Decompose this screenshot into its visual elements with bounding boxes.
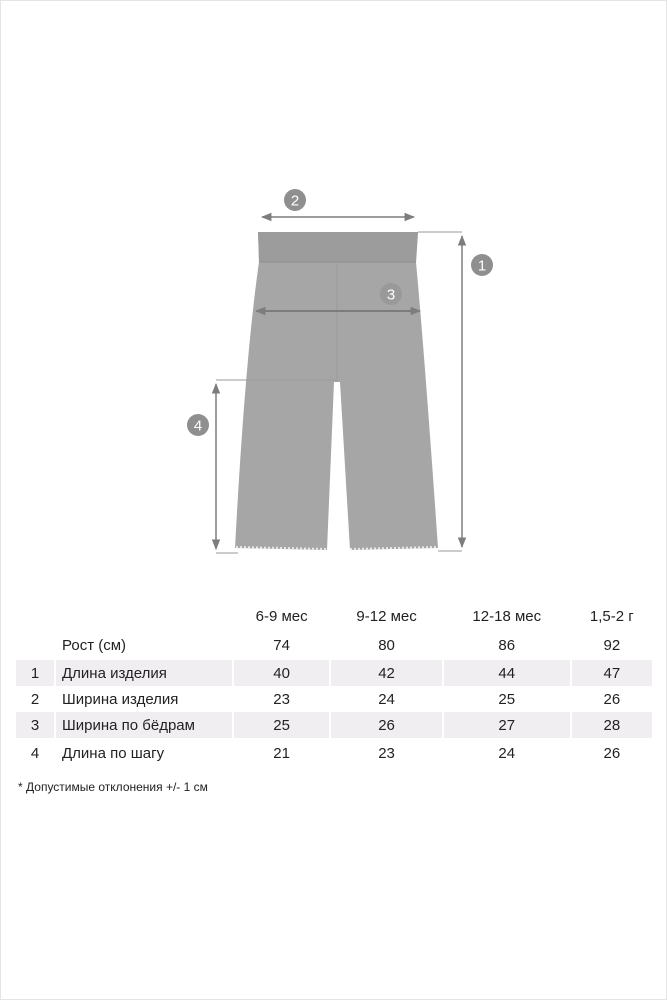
row-number: 2 xyxy=(30,690,40,708)
table-cell: 26 xyxy=(603,690,621,708)
size-column-header: 1,5-2 г xyxy=(589,607,634,625)
table-cell: 42 xyxy=(331,660,442,686)
table-cell: 26 xyxy=(603,744,621,762)
table-row-inseam xyxy=(16,740,652,766)
size-column-header: 9-12 мес xyxy=(356,607,417,625)
table-cell: 80 xyxy=(378,636,395,654)
table-cell: 21 xyxy=(273,744,290,762)
table-cell: 27 xyxy=(444,712,570,738)
table-cell: 86 xyxy=(498,636,516,654)
pants-illustration xyxy=(235,232,438,550)
row-number xyxy=(16,632,54,658)
table-cell: 25 xyxy=(498,690,516,708)
table-cell: 23 xyxy=(273,690,290,708)
marker-3-label: 3 xyxy=(386,286,396,304)
table-row-hips xyxy=(16,712,652,738)
marker-4-label: 4 xyxy=(193,417,203,435)
table-cell: 44 xyxy=(444,660,570,686)
row-number: 4 xyxy=(30,744,40,762)
row-number: 3 xyxy=(16,712,54,738)
row-label: Ширина изделия xyxy=(62,690,179,708)
table-cell: 28 xyxy=(572,712,652,738)
measure-width xyxy=(262,189,414,217)
row-label: Ширина по бёдрам xyxy=(56,712,232,738)
row-label: Рост (см) xyxy=(62,636,127,654)
row-label: Длина по шагу xyxy=(62,744,165,762)
table-cell: 24 xyxy=(498,744,516,762)
table-row-width xyxy=(16,686,652,712)
waistband xyxy=(258,232,418,262)
size-column-header: 12-18 мес xyxy=(472,607,542,625)
table-cell: 26 xyxy=(331,712,442,738)
table-cell: 23 xyxy=(378,744,395,762)
size-header-row xyxy=(16,600,652,632)
row-label: Длина изделия xyxy=(56,660,232,686)
marker-2-label: 2 xyxy=(290,192,300,210)
table-row-height xyxy=(16,632,652,658)
size-table xyxy=(14,600,654,766)
table-row-length xyxy=(16,660,652,686)
table-cell: 24 xyxy=(378,690,395,708)
table-cell: 92 xyxy=(603,636,621,654)
row-number: 1 xyxy=(16,660,54,686)
marker-1-label: 1 xyxy=(477,257,487,275)
table-cell: 47 xyxy=(572,660,652,686)
table-cell: 25 xyxy=(234,712,329,738)
size-column-header: 6-9 мес xyxy=(255,607,308,625)
table-cell: 40 xyxy=(234,660,329,686)
table-cell: 74 xyxy=(273,636,290,654)
tolerance-footnote: * Допустимые отклонения +/- 1 см xyxy=(18,780,208,794)
